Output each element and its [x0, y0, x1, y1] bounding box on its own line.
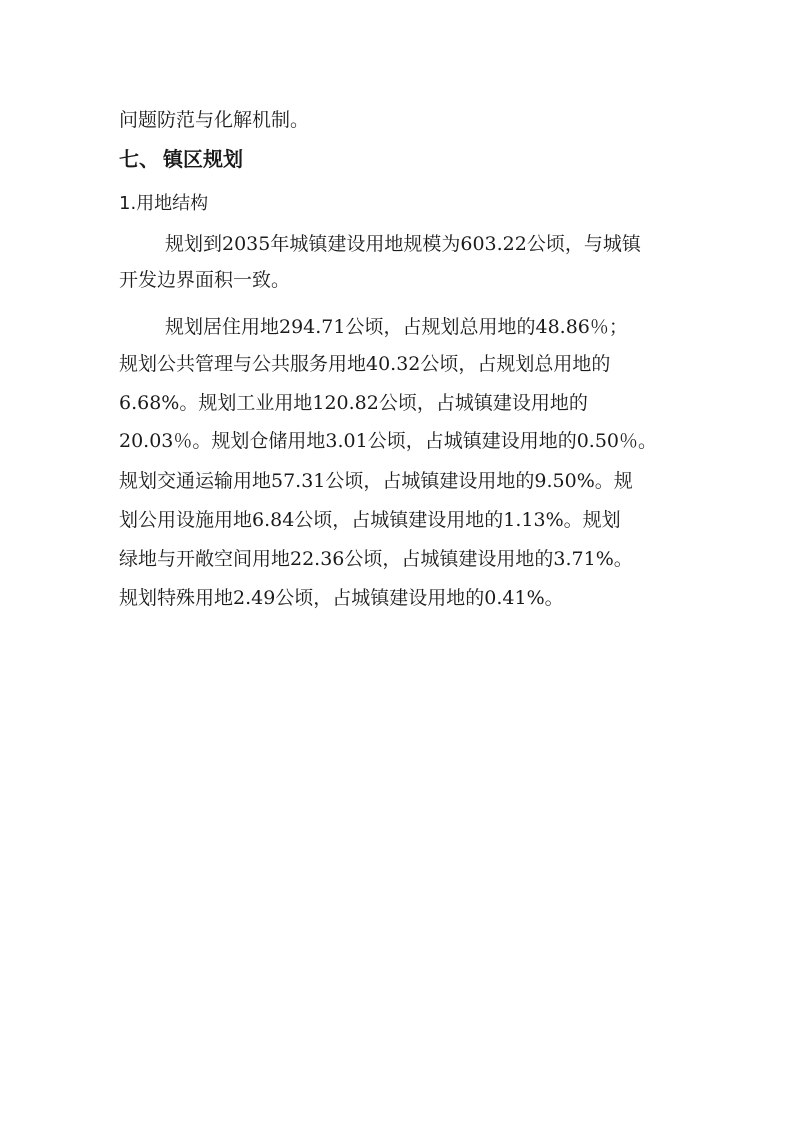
- paragraph2-line: 规划特殊用地2.49公顷，占城镇建设用地的0.41%。: [119, 587, 564, 609]
- subsection-heading: 1.用地结构: [119, 193, 209, 214]
- paragraph1-line: 规划到2035年城镇建设用地规模为603.22公顷，与城镇: [165, 233, 641, 255]
- paragraph2-line: 6.68%。规划工业用地120.82公顷，占城镇建设用地的: [119, 392, 588, 414]
- paragraph2-line: 绿地与开敞空间用地22.36公顷，占城镇建设用地的3.71%。: [119, 548, 633, 570]
- paragraph2-line: 规划交通运输用地57.31公顷，占城镇建设用地的9.50%。规: [119, 470, 633, 492]
- paragraph2-line: 规划公共管理与公共服务用地40.32公顷，占规划总用地的: [119, 353, 611, 375]
- section-title: 镇区规划: [163, 147, 243, 171]
- paragraph1-line: 开发边界面积一致。: [119, 269, 291, 291]
- paragraph2-line: 划公用设施用地6.84公顷，占城镇建设用地的1.13%。规划: [119, 509, 621, 531]
- section-number: 七、: [119, 147, 159, 171]
- paragraph2-line: 规划居住用地294.71公顷，占规划总用地的48.86％；: [165, 316, 628, 338]
- paragraph2-line: 20.03％。规划仓储用地3.01公顷，占城镇建设用地的0.50％。: [119, 430, 658, 452]
- section-heading: [119, 145, 243, 173]
- continuation-text: 问题防范与化解机制。: [119, 109, 310, 131]
